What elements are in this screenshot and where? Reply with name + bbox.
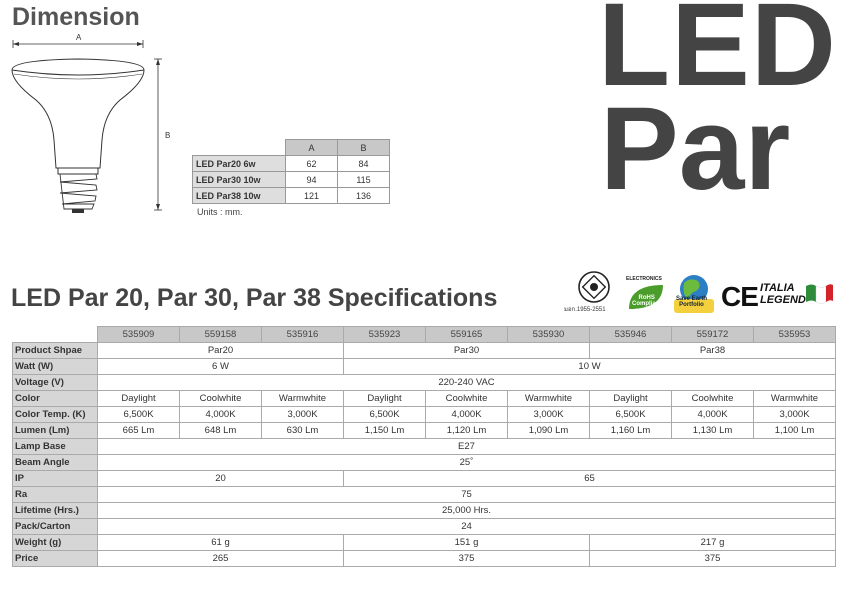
rohs-line: RoHS (638, 295, 655, 301)
spec-cell: 6,500K (590, 407, 672, 423)
spec-cell: Warmwhite (508, 391, 590, 407)
spec-row-label: Voltage (V) (13, 375, 98, 391)
dim-header-a: A (286, 140, 338, 156)
hero-led-text: LED (598, 0, 837, 111)
spec-cell: 24 (98, 519, 836, 535)
product-code: 559158 (180, 327, 262, 343)
spec-row-color (13, 391, 836, 407)
spec-cell: 375 (590, 551, 836, 567)
spec-cell: 3,000K (754, 407, 836, 423)
spec-cell: Warmwhite (262, 391, 344, 407)
spec-row-temp (13, 407, 836, 423)
save-earth-line: Portfolio (679, 302, 704, 309)
spec-row-voltage (13, 375, 836, 391)
spec-row-label: IP (13, 471, 98, 487)
dim-cell-a: 62 (286, 156, 338, 172)
spec-cell: Warmwhite (754, 391, 836, 407)
spec-row-label: Beam Angle (13, 455, 98, 471)
spec-cell: Daylight (98, 391, 180, 407)
spec-cell: 25,000 Hrs. (98, 503, 836, 519)
spec-cell: 217 g (590, 535, 836, 551)
product-code: 535923 (344, 327, 426, 343)
dim-cell-a: 94 (286, 172, 338, 188)
rohs-electronics-label: ELECTRONICS (626, 276, 662, 282)
spec-cell: 665 Lm (98, 423, 180, 439)
spec-row-shape (13, 343, 836, 359)
bulb-dimension-diagram (0, 30, 180, 220)
italia-line: ITALIA (760, 282, 795, 294)
spec-cell: Daylight (344, 391, 426, 407)
italian-flag-icon (804, 282, 834, 304)
dim-row-label: LED Par20 6w (193, 156, 286, 172)
dimension-title: Dimension (12, 3, 140, 31)
spec-cell: 1,150 Lm (344, 423, 426, 439)
ce-mark-label: CE (721, 281, 758, 312)
product-code: 559165 (426, 327, 508, 343)
dim-row (193, 188, 390, 204)
save-earth-label (676, 296, 707, 309)
spec-cell: 1,160 Lm (590, 423, 672, 439)
tis-certification-label: มอก.1955-2551 (564, 307, 606, 313)
label-b: B (165, 131, 171, 140)
spec-row-label: Weight (g) (13, 535, 98, 551)
spec-cell: Coolwhite (180, 391, 262, 407)
spec-cell: 1,130 Lm (672, 423, 754, 439)
spec-cell: 1,100 Lm (754, 423, 836, 439)
spec-row-ip (13, 471, 836, 487)
spec-row-weight (13, 535, 836, 551)
spec-row-watt (13, 359, 836, 375)
product-code: 535909 (98, 327, 180, 343)
spec-cell: Daylight (590, 391, 672, 407)
dim-row (193, 172, 390, 188)
dim-row-label: LED Par30 10w (193, 172, 286, 188)
dim-cell-a: 121 (286, 188, 338, 204)
spec-cell: 151 g (344, 535, 590, 551)
spec-cell: 4,000K (672, 407, 754, 423)
spec-cell: 1,090 Lm (508, 423, 590, 439)
spec-row-label: Product Shpae (13, 343, 98, 359)
spec-cell: 6,500K (344, 407, 426, 423)
rohs-line: Compliant (632, 301, 662, 307)
dim-row-label: LED Par38 10w (193, 188, 286, 204)
spec-row-label: Color (13, 391, 98, 407)
spec-cell: 3,000K (262, 407, 344, 423)
spec-row-label: Watt (W) (13, 359, 98, 375)
spec-cell: 265 (98, 551, 344, 567)
spec-cell: 630 Lm (262, 423, 344, 439)
product-code: 535930 (508, 327, 590, 343)
spec-cell: 220-240 VAC (98, 375, 836, 391)
spec-row-lumen (13, 423, 836, 439)
spec-row-ra (13, 487, 836, 503)
spec-cell: 6 W (98, 359, 344, 375)
spec-cell: 1,120 Lm (426, 423, 508, 439)
spec-row-label: Lifetime (Hrs.) (13, 503, 98, 519)
spec-row-pack (13, 519, 836, 535)
spec-row-label: Color Temp. (K) (13, 407, 98, 423)
italia-legend-label (760, 283, 806, 306)
specifications-table (12, 326, 836, 567)
spec-cell: 6,500K (98, 407, 180, 423)
save-earth-line: Save Earth (676, 296, 708, 302)
spec-row-price (13, 551, 836, 567)
spec-cell: Coolwhite (426, 391, 508, 407)
spec-code-row (13, 327, 836, 343)
spec-row-label: Pack/Carton (13, 519, 98, 535)
spec-row-label: Ra (13, 487, 98, 503)
spec-title: LED Par 20, Par 30, Par 38 Specifications (11, 284, 498, 312)
spec-cell: 65 (344, 471, 836, 487)
label-a: A (76, 33, 82, 42)
spec-cell: 75 (98, 487, 836, 503)
spec-cell: 61 g (98, 535, 344, 551)
spec-cell: 20 (98, 471, 344, 487)
spec-cell: 4,000K (426, 407, 508, 423)
dim-cell-b: 84 (338, 156, 390, 172)
dim-header-b: B (338, 140, 390, 156)
tis-certification-icon (576, 270, 612, 304)
spec-row-life (13, 503, 836, 519)
hero-par-text: Par (600, 83, 791, 215)
spec-row-label: Lumen (Lm) (13, 423, 98, 439)
spec-cell: 375 (344, 551, 590, 567)
product-code: 559172 (672, 327, 754, 343)
product-code: 535946 (590, 327, 672, 343)
product-code: 535953 (754, 327, 836, 343)
spec-cell: Par30 (344, 343, 590, 359)
rohs-label (632, 295, 661, 307)
dim-cell-b: 115 (338, 172, 390, 188)
spec-row-label: Lamp Base (13, 439, 98, 455)
spec-cell: Coolwhite (672, 391, 754, 407)
spec-row-label: Price (13, 551, 98, 567)
spec-cell: 10 W (344, 359, 836, 375)
product-code: 535916 (262, 327, 344, 343)
spec-cell: Par20 (98, 343, 344, 359)
dim-row (193, 156, 390, 172)
spec-cell: 648 Lm (180, 423, 262, 439)
spec-cell: 4,000K (180, 407, 262, 423)
units-note: Units : mm. (197, 207, 243, 217)
spec-cell: 3,000K (508, 407, 590, 423)
spec-row-beam (13, 455, 836, 471)
spec-cell: E27 (98, 439, 836, 455)
spec-row-base (13, 439, 836, 455)
italia-line: LEGEND (760, 293, 806, 306)
spec-cell: Par38 (590, 343, 836, 359)
spec-cell: 25˚ (98, 455, 836, 471)
dim-cell-b: 136 (338, 188, 390, 204)
dimension-table (192, 139, 390, 204)
